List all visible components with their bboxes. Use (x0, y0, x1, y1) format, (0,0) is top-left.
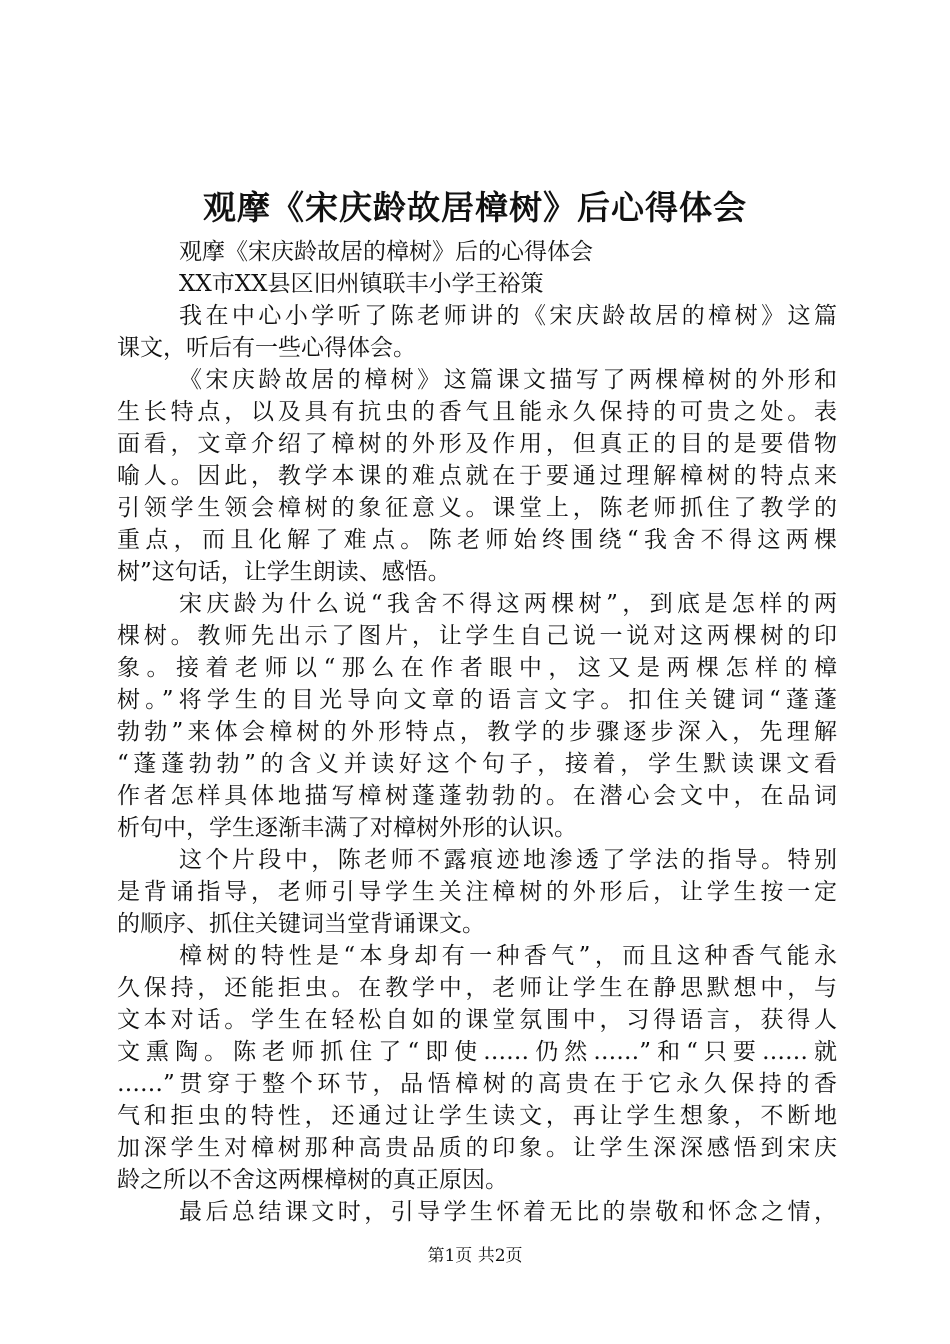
text-line: 喻人。因此，教学本课的难点就在于要通过理解樟树的特点来 (117, 463, 837, 489)
text-line: 观摩《宋庆龄故居的樟树》后的心得体会 (179, 239, 593, 265)
text-line: 树”这句话，让学生朗读、感悟。 (117, 559, 451, 585)
text-line: 是背诵指导，老师引导学生关注樟树的外形后，让学生按一定 (117, 879, 837, 905)
text-line: 加深学生对樟树那种高贵品质的印象。让学生深深感悟到宋庆 (117, 1135, 837, 1161)
text-line: 勃勃”来体会樟树的外形特点，教学的步骤逐步深入，先理解 (117, 719, 837, 745)
text-line: 文熏陶。陈老师抓住了“即使……仍然……”和“只要……就 (117, 1039, 837, 1065)
text-line: 课文，听后有一些心得体会。 (117, 335, 416, 361)
text-line: 重点，而且化解了难点。陈老师始终围绕“我舍不得这两棵 (117, 527, 837, 553)
text-line: 析句中，学生逐渐丰满了对樟树外形的认识。 (117, 815, 577, 841)
text-line: “蓬蓬勃勃”的含义并读好这个句子，接着，学生默读课文看 (117, 751, 837, 777)
text-line: 这个片段中，陈老师不露痕迹地渗透了学法的指导。特别 (179, 847, 837, 873)
text-line: 最后总结课文时，引导学生怀着无比的崇敬和怀念之情， (179, 1199, 837, 1225)
text-line: 的顺序、抓住关键词当堂背诵课文。 (117, 911, 485, 937)
page-footer: 第1页 共2页 (427, 1246, 523, 1266)
text-line: 龄之所以不舍这两棵樟树的真正原因。 (117, 1167, 508, 1193)
text-line: 樟树的特性是“本身却有一种香气”，而且这种香气能永 (179, 943, 837, 969)
document-body (117, 236, 837, 1228)
text-line: ……”贯穿于整个环节，品悟樟树的高贵在于它永久保持的香 (117, 1071, 837, 1097)
text-line: 气和拒虫的特性，还通过让学生读文，再让学生想象，不断地 (117, 1103, 837, 1129)
text-line: 文本对话。学生在轻松自如的课堂氛围中，习得语言，获得人 (117, 1007, 837, 1033)
text-line: 引领学生领会樟树的象征意义。课堂上，陈老师抓住了教学的 (117, 495, 837, 521)
text-line: 象。接着老师以“那么在作者眼中，这又是两棵怎样的樟 (117, 655, 837, 681)
text-line: 生长特点，以及具有抗虫的香气且能永久保持的可贵之处。表 (117, 399, 837, 425)
text-line: XX市XX县区旧州镇联丰小学王裕策 (179, 271, 544, 297)
text-line: 久保持，还能拒虫。在教学中，老师让学生在静思默想中，与 (117, 975, 837, 1001)
text-line: 树。”将学生的目光导向文章的语言文字。扣住关键词“蓬蓬 (117, 687, 837, 713)
text-line: 棵树。教师先出示了图片，让学生自己说一说对这两棵树的印 (117, 623, 837, 649)
document-title: 观摩《宋庆龄故居樟树》后心得体会 (203, 188, 747, 227)
text-line: 我在中心小学听了陈老师讲的《宋庆龄故居的樟树》这篇 (179, 303, 837, 329)
text-line: 《宋庆龄故居的樟树》这篇课文描写了两棵樟树的外形和 (179, 367, 837, 393)
text-line: 宋庆龄为什么说“我舍不得这两棵树”，到底是怎样的两 (179, 591, 837, 617)
text-line: 作者怎样具体地描写樟树蓬蓬勃勃的。在潜心会文中，在品词 (117, 783, 837, 809)
text-line: 面看，文章介绍了樟树的外形及作用，但真正的目的是要借物 (117, 431, 837, 457)
